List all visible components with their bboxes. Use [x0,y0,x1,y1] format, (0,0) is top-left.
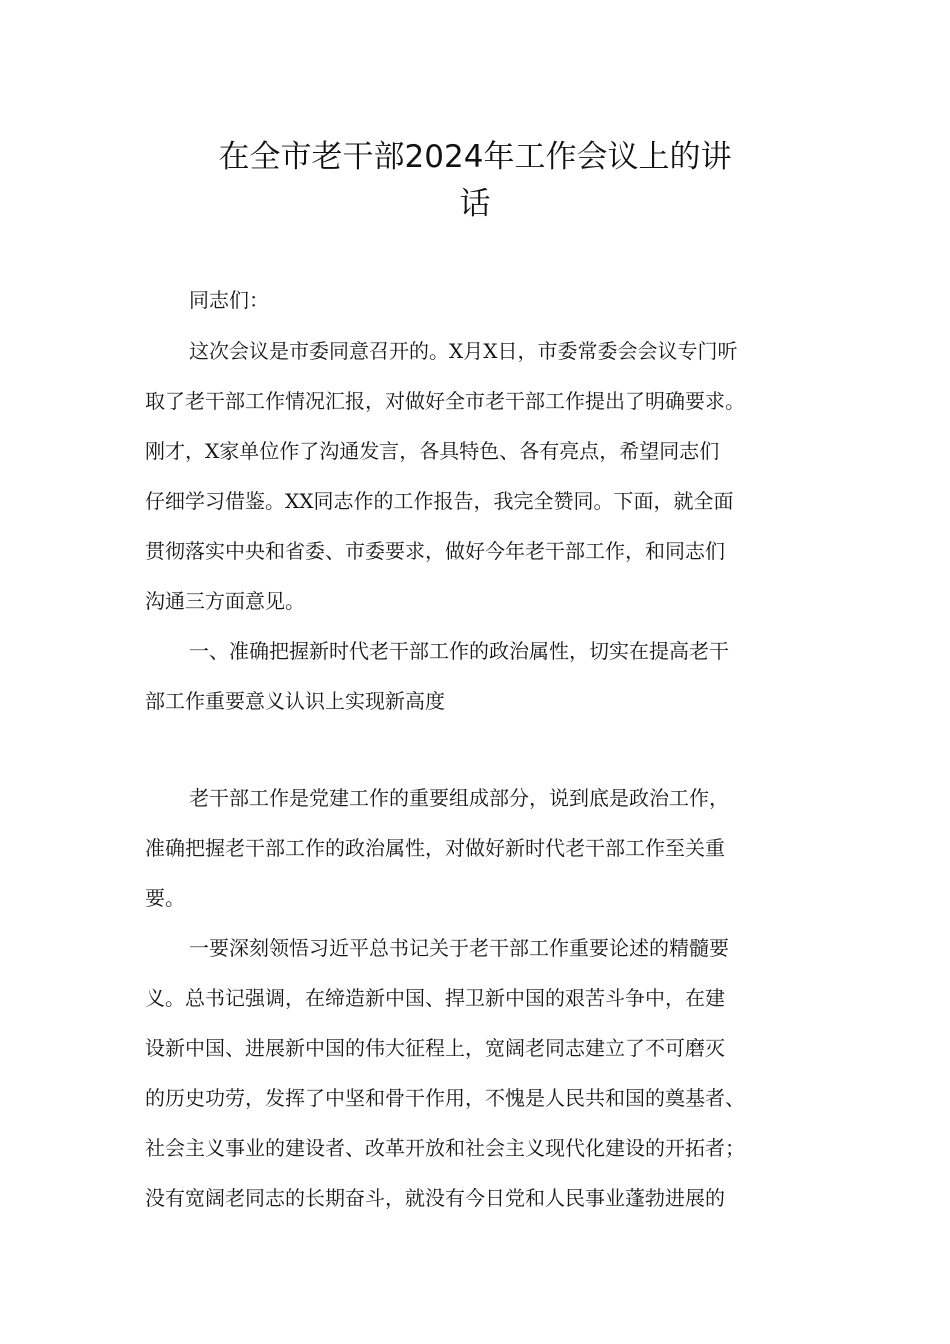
paragraph-line: 义。总书记强调，在缔造新中国、捍卫新中国的艰苦斗争中，在建 [145,986,725,1010]
paragraph-line: 准确把握老干部工作的政治属性，对做好新时代老干部工作至关重 [145,836,725,860]
section-heading-line: 一、准确把握新时代老干部工作的政治属性，切实在提高老干 [189,639,729,663]
paragraph-line: 贯彻落实中央和省委、市委要求，做好今年老干部工作，和同志们 [145,539,725,563]
paragraph-line: 的历史功劳，发挥了中坚和骨干作用，不愧是人民共和国的奠基者、 [145,1086,745,1110]
section-heading-line: 部工作重要意义认识上实现新高度 [145,689,445,713]
paragraph-line: 一要深刻领悟习近平总书记关于老干部工作重要论述的精髓要 [189,936,729,960]
document-title-line-2: 话 [459,186,491,222]
paragraph-line: 设新中国、进展新中国的伟大征程上，宽阔老同志建立了不可磨灭 [145,1036,725,1060]
paragraph-line: 刚才，X家单位作了沟通发言，各具特色、各有亮点，希望同志们 [145,439,720,463]
paragraph-line: 这次会议是市委同意召开的。X月X日，市委常委会会议专门听 [189,339,738,363]
salutation: 同志们： [189,288,269,312]
paragraph-line: 要。 [145,886,185,910]
paragraph-line: 老干部工作是党建工作的重要组成部分，说到底是政治工作， [189,786,729,810]
paragraph-line: 社会主义事业的建设者、改革开放和社会主义现代化建设的开拓者； [145,1136,745,1160]
document-title-line-1: 在全市老干部2024年工作会议上的讲 [218,139,732,175]
paragraph-line: 沟通三方面意见。 [145,589,305,613]
paragraph-line: 仔细学习借鉴。XX同志作的工作报告，我完全赞同。下面，就全面 [145,489,734,513]
paragraph-line: 没有宽阔老同志的长期奋斗，就没有今日党和人民事业蓬勃进展的 [145,1186,725,1210]
paragraph-line: 取了老干部工作情况汇报，对做好全市老干部工作提出了明确要求。 [145,389,745,413]
